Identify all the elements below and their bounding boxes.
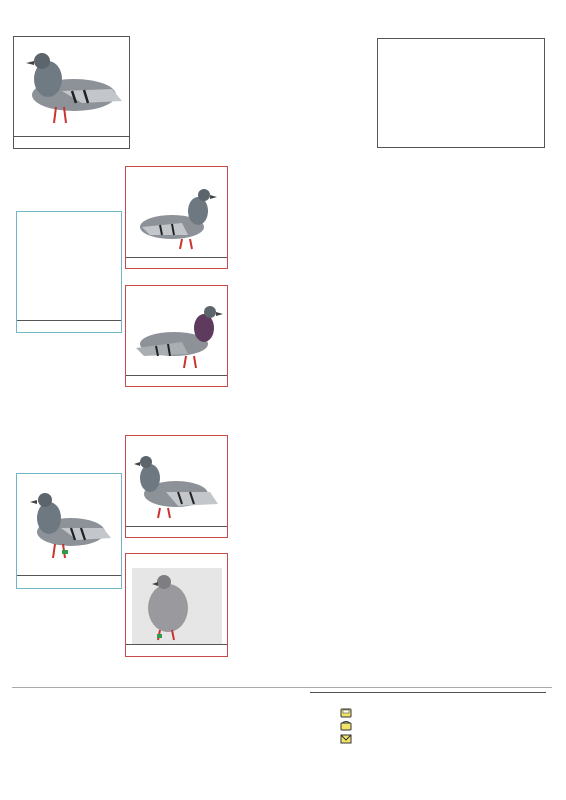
pigeon-photo-subject [22, 43, 126, 131]
ownership-box [377, 38, 545, 148]
pigeon-photo-gm2 [132, 568, 222, 644]
mother-photo-box [16, 473, 122, 589]
father-photo-box [16, 211, 122, 333]
pigeon-photo-mother [25, 484, 113, 566]
pigeon-photo-gm1 [130, 302, 226, 372]
grand-mere-maternal-box [125, 553, 228, 657]
grand-mere-paternal-box [125, 285, 228, 387]
pigeon-photo-gp2 [132, 452, 222, 522]
mail-icon [340, 734, 352, 744]
grand-pere-paternal-box [125, 166, 228, 269]
fax-icon [340, 708, 352, 718]
subject-photo-box [13, 36, 130, 149]
grand-pere-maternal-box [125, 435, 228, 538]
phone-icon [340, 721, 352, 731]
pigeon-photo-gp1 [132, 183, 222, 253]
